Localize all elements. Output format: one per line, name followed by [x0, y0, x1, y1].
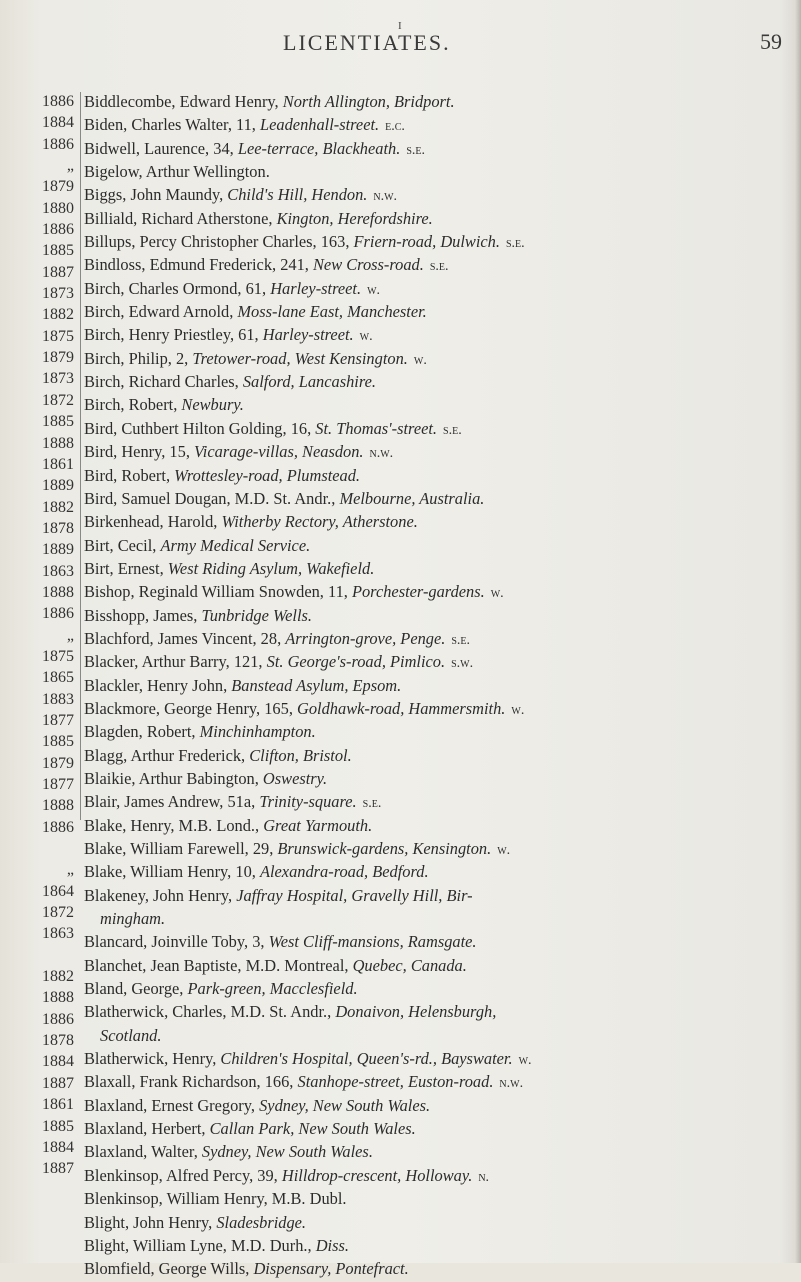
year-cell: 1888	[42, 434, 74, 452]
licentiate-entry	[84, 1118, 796, 1141]
entry-name: Bisshopp, James,	[84, 605, 202, 625]
entry-name: Blacker, Arthur Barry, 121,	[84, 652, 267, 672]
entry-name: Biddlecombe, Edward Henry,	[84, 92, 283, 111]
year-cell: 1888	[42, 797, 74, 815]
entry-name: Blakeney, John Henry,	[84, 885, 237, 905]
entry-name: Blight, William Lyne, M.D. Durh.,	[84, 1235, 316, 1255]
licentiate-entry	[84, 465, 796, 488]
entry-address: Arrington-grove, Penge.	[285, 628, 446, 648]
licentiate-entry	[84, 114, 796, 137]
entry-address: Newbury.	[181, 395, 244, 415]
licentiate-entry	[84, 91, 796, 114]
year-cell: 1875	[42, 327, 74, 345]
entry-name: Birch, Richard Charles,	[84, 372, 243, 392]
entry-address: Hilldrop-crescent, Holloway.	[281, 1165, 473, 1185]
licentiate-entry	[84, 1001, 796, 1024]
entry-name: Bird, Cuthbert Hilton Golding, 16,	[84, 418, 316, 438]
entry-address: Callan Park, New South Wales.	[209, 1119, 416, 1139]
entry-address: West Cliff-mansions, Ramsgate.	[268, 932, 477, 952]
year-cell: 1863	[42, 925, 74, 943]
entry-postal-district: s.e.	[406, 142, 425, 158]
licentiate-entry	[84, 628, 796, 651]
licentiate-entry	[84, 301, 796, 324]
year-cell: 1875	[42, 647, 74, 665]
entry-name: Blenkinsop, Alfred Percy, 39,	[84, 1165, 282, 1185]
licentiate-entry	[84, 908, 796, 931]
entry-postal-district: n.w.	[369, 446, 394, 462]
entry-name: Bishop, Reginald William Snowden, 11,	[84, 582, 352, 602]
entry-name: Blackler, Henry John,	[84, 675, 232, 695]
year-cell: 1879	[42, 349, 74, 367]
licentiate-entry	[84, 1071, 796, 1094]
entry-address: Tunbridge Wells.	[201, 605, 312, 625]
entry-name: Blatherwick, Henry,	[84, 1049, 221, 1069]
licentiate-entry	[84, 675, 796, 698]
entry-postal-district: n.w.	[373, 189, 398, 205]
entry-address: Child's Hill, Hendon.	[227, 185, 368, 205]
entry-address: Trinity-square.	[259, 792, 357, 812]
entry-address: Oswestry.	[262, 768, 328, 788]
licentiate-entry	[84, 1048, 796, 1071]
licentiate-entry	[84, 605, 796, 628]
entry-name: Blomfield, George Wills,	[84, 1259, 254, 1279]
entry-postal-district: s.e.	[505, 236, 525, 252]
entry-name: Biden, Charles Walter, 11,	[84, 115, 261, 135]
entry-postal-district: s.e.	[429, 259, 449, 275]
entry-postal-district: w.	[518, 1053, 532, 1069]
year-cell: 1887	[42, 1074, 74, 1092]
year-cell: 1879	[42, 178, 74, 196]
entry-address: St. Thomas'-street.	[315, 418, 438, 438]
year-cell: 1886	[42, 93, 74, 110]
entry-address: St. George's-road, Pimlico.	[266, 652, 446, 672]
year-cell: 1882	[42, 306, 74, 324]
licentiate-entry	[84, 698, 796, 721]
entry-name: Bindloss, Edmund Frederick, 241,	[84, 255, 313, 275]
year-cell: 1886	[42, 135, 74, 153]
year-cell: 1880	[42, 199, 74, 217]
year-cell	[28, 945, 74, 966]
year-cell: 1861	[42, 1096, 74, 1114]
page-edge-shadow	[795, 0, 801, 1263]
licentiate-entry	[84, 488, 796, 511]
licentiate-entry	[84, 441, 796, 464]
year-cell: 1886	[42, 1010, 74, 1028]
entry-address: Minchinhampton.	[199, 722, 316, 742]
entry-postal-district: n.w.	[499, 1076, 524, 1092]
licentiate-entry	[84, 955, 796, 978]
licentiate-entry	[84, 815, 796, 838]
year-cell: 1887	[42, 263, 74, 281]
entry-address: Quebec, Canada.	[352, 955, 467, 975]
year-cell: 1889	[42, 541, 74, 559]
entry-name: Bird, Robert,	[84, 465, 175, 485]
licentiate-entry	[84, 768, 796, 791]
licentiate-entry	[84, 978, 796, 1001]
entry-address: Salford, Lancashire.	[242, 372, 376, 392]
licentiate-entry	[84, 138, 796, 161]
year-cell: 1886	[42, 221, 74, 239]
licentiate-entry	[84, 254, 796, 277]
licentiate-entry	[84, 535, 796, 558]
entry-postal-district: w.	[367, 282, 381, 298]
entry-name: Blaikie, Arthur Babington,	[84, 768, 263, 788]
entry-name: Blaxland, Walter,	[84, 1142, 202, 1162]
running-title: LICENTIATES.	[283, 30, 451, 55]
entry-postal-district: s.w.	[451, 656, 474, 672]
entry-address: Goldhawk-road, Hammersmith.	[297, 698, 506, 718]
licentiate-entry	[84, 558, 796, 581]
year-cell: 1872	[42, 904, 74, 922]
licentiate-entry	[84, 371, 796, 394]
entry-postal-district: s.e.	[362, 796, 382, 812]
entry-address: Vicarage-villas, Neasdon.	[194, 442, 364, 462]
entry-name: Birch, Henry Priestley, 61,	[84, 325, 263, 345]
licentiate-entry	[84, 931, 796, 954]
licentiate-entry	[84, 791, 796, 814]
entry-name: Bird, Samuel Dougan, M.D. St. Andr.,	[84, 488, 340, 508]
year-cell: 1885	[42, 733, 74, 751]
entry-address: Leadenhall-street.	[260, 115, 380, 135]
entry-postal-district: n.	[478, 1169, 490, 1185]
licentiate-entry	[84, 394, 796, 417]
year-cell: 1888	[42, 583, 74, 601]
year-cell: 1879	[42, 754, 74, 772]
entry-postal-district: w.	[359, 329, 373, 345]
licentiate-entry	[84, 721, 796, 744]
entry-address: Stanhope-street, Euston-road.	[297, 1072, 494, 1092]
licentiate-entry	[84, 838, 796, 861]
entry-address: Sladesbridge.	[216, 1212, 307, 1232]
year-cell: 1885	[42, 242, 74, 260]
year-cell: 1873	[42, 285, 74, 303]
entry-address: West Riding Asylum, Wakefield.	[167, 558, 375, 578]
entry-address: Clifton, Bristol.	[249, 745, 352, 765]
entry-name: Birch, Robert,	[84, 395, 182, 415]
licentiate-entry	[84, 511, 796, 534]
entry-address: Witherby Rectory, Atherstone.	[221, 512, 418, 532]
licentiate-entry	[84, 581, 796, 604]
entry-postal-district: w.	[490, 586, 504, 602]
entry-name: Birt, Ernest,	[84, 558, 168, 578]
entry-address: Army Medical Service.	[160, 535, 311, 555]
entry-address: Kington, Herefordshire.	[276, 208, 433, 228]
licentiate-entry	[84, 1188, 796, 1211]
entry-name: Blagg, Arthur Frederick,	[84, 745, 250, 765]
entry-name: Billiald, Richard Atherstone,	[84, 208, 277, 228]
licentiate-entry	[84, 231, 796, 254]
entry-address: mingham.	[100, 909, 166, 929]
entry-name: Bidwell, Laurence, 34,	[84, 138, 238, 158]
entry-name: Bland, George,	[84, 979, 188, 999]
year-cell: 1861	[42, 455, 74, 473]
entry-address: Harley-street.	[270, 278, 362, 298]
licentiate-entry	[84, 651, 796, 674]
entry-postal-district: w.	[497, 843, 511, 858]
licentiate-entry	[84, 1258, 796, 1281]
year-cell: 1886	[42, 605, 74, 623]
entry-name: Birt, Cecil,	[84, 535, 161, 555]
licentiate-entry	[84, 348, 796, 371]
entry-list	[84, 91, 796, 1282]
entry-address: Tretower-road, West Kensington.	[192, 348, 408, 368]
entry-address: North Allington, Bridport.	[282, 92, 455, 111]
year-cell: 1882	[42, 498, 74, 516]
year-cell: 1882	[42, 968, 74, 986]
entry-postal-district: s.e.	[451, 632, 471, 648]
year-cell: 1884	[42, 1138, 74, 1156]
entry-address: Park-green, Macclesfield.	[187, 979, 358, 999]
entry-name: Bird, Henry, 15,	[84, 442, 195, 462]
entry-name: Blatherwick, Charles, M.D. St. Andr.,	[84, 1002, 336, 1022]
entry-address: Sydney, New South Wales.	[201, 1142, 373, 1162]
licentiate-entry	[84, 324, 796, 347]
entry-name: Birch, Edward Arnold,	[84, 302, 238, 322]
year-cell: „	[66, 626, 74, 644]
entry-address: Children's Hospital, Queen's-rd., Bayswater.	[220, 1049, 513, 1069]
year-cell: 1877	[42, 711, 74, 729]
year-cell: 1865	[42, 669, 74, 687]
entry-address: Sydney, New South Wales.	[259, 1095, 431, 1115]
entry-address: Jaffray Hospital, Gravelly Hill, Bir-	[236, 885, 473, 905]
page-number: 59	[760, 29, 782, 54]
entry-name: Blanchet, Jean Baptiste, M.D. Montreal,	[84, 955, 353, 975]
licentiate-entry	[84, 418, 796, 441]
entry-name: Blight, John Henry,	[84, 1212, 217, 1232]
licentiate-entry	[84, 1235, 796, 1258]
entry-postal-district: w.	[511, 702, 525, 718]
licentiate-entry	[84, 161, 796, 184]
year-cell: 1885	[42, 1117, 74, 1135]
year-cell: 1877	[42, 776, 74, 793]
year-cell: „	[66, 157, 74, 175]
entry-address: Great Yarmouth.	[263, 815, 373, 835]
page-header	[0, 22, 801, 62]
entry-name: Blagden, Robert,	[84, 722, 200, 742]
year-cell: 1863	[42, 562, 74, 580]
entry-name: Bigelow, Arthur Wellington.	[84, 162, 270, 182]
licentiate-entry	[84, 184, 796, 207]
year-cell: 1872	[42, 391, 74, 409]
entry-name: Blachford, James Vincent, 28,	[84, 628, 286, 648]
entry-address: Porchester-gardens.	[351, 582, 485, 602]
year-cell: 1884	[42, 1053, 74, 1071]
entry-name: Biggs, John Maundy,	[84, 185, 228, 205]
entry-name: Blaxall, Frank Richardson, 166,	[84, 1072, 298, 1092]
year-cell: 1878	[42, 1032, 74, 1050]
licentiate-entry	[84, 1025, 796, 1048]
entry-address: Diss.	[315, 1235, 349, 1255]
entry-name: Blake, William Farewell, 29,	[84, 839, 278, 858]
entry-name: Blake, Henry, M.B. Lond.,	[84, 815, 264, 835]
entry-name: Birkenhead, Harold,	[84, 512, 222, 532]
entry-name: Birch, Philip, 2,	[84, 348, 193, 368]
year-cell: 1887	[42, 1160, 74, 1178]
entry-name: Blake, William Henry, 10,	[84, 862, 260, 882]
year-cell: „	[66, 861, 74, 879]
licentiate-entry	[84, 861, 796, 884]
entry-address: Scotland.	[100, 1025, 162, 1045]
entry-name: Blancard, Joinville Toby, 3,	[84, 932, 269, 952]
year-cell: 1883	[42, 690, 74, 708]
year-cell: 1888	[42, 989, 74, 1007]
entry-address: Wrottesley-road, Plumstead.	[174, 465, 361, 485]
entry-address: Banstead Asylum, Epsom.	[231, 675, 402, 695]
entry-address: Dispensary, Pontefract.	[253, 1259, 409, 1279]
column-rule	[80, 92, 81, 820]
entry-address: Brunswick-gardens, Kensington.	[277, 839, 492, 858]
year-cell: 1878	[42, 519, 74, 537]
entry-address: Moss-lane East, Manchester.	[237, 302, 427, 322]
entry-postal-district: e.c.	[385, 119, 405, 135]
entry-address: Alexandra-road, Bedford.	[259, 862, 429, 882]
entry-address: Harley-street.	[262, 325, 354, 345]
entry-name: Blackmore, George Henry, 165,	[84, 698, 298, 718]
year-cell: 1886	[42, 818, 74, 836]
entry-postal-district: w.	[413, 352, 427, 368]
year-column	[28, 91, 74, 1180]
licentiate-entry	[84, 1165, 796, 1188]
entry-name: Billups, Percy Christopher Charles, 163,	[84, 232, 354, 252]
licentiate-entry	[84, 278, 796, 301]
licentiate-entry	[84, 208, 796, 231]
entry-address: Donaivon, Helensburgh,	[335, 1002, 497, 1022]
entry-name: Blair, James Andrew, 51a,	[84, 792, 260, 812]
entry-address: Lee-terrace, Blackheath.	[237, 138, 401, 158]
licentiate-entry	[84, 1095, 796, 1118]
year-cell: 1889	[42, 477, 74, 495]
year-cell: 1873	[42, 370, 74, 388]
year-cell: 1885	[42, 413, 74, 431]
year-cell	[28, 838, 74, 859]
entry-name: Blaxland, Ernest Gregory,	[84, 1095, 260, 1115]
licentiate-entry	[84, 885, 796, 908]
entry-name: Birch, Charles Ormond, 61,	[84, 278, 271, 298]
licentiate-entry	[84, 1141, 796, 1164]
year-cell: 1864	[42, 882, 74, 900]
entry-address: Melbourne, Australia.	[339, 488, 485, 508]
entry-postal-district: s.e.	[443, 422, 462, 438]
entry-name: Blaxland, Herbert,	[84, 1119, 210, 1139]
entry-name: Blenkinsop, William Henry, M.B. Dubl.	[84, 1189, 347, 1209]
licentiate-entry	[84, 1212, 796, 1235]
header-mark: I	[398, 20, 402, 32]
entry-address: Friern-road, Dulwich.	[353, 232, 500, 252]
year-cell: 1884	[42, 114, 74, 132]
entry-address: New Cross-road.	[313, 255, 424, 275]
licentiate-entry	[84, 745, 796, 768]
